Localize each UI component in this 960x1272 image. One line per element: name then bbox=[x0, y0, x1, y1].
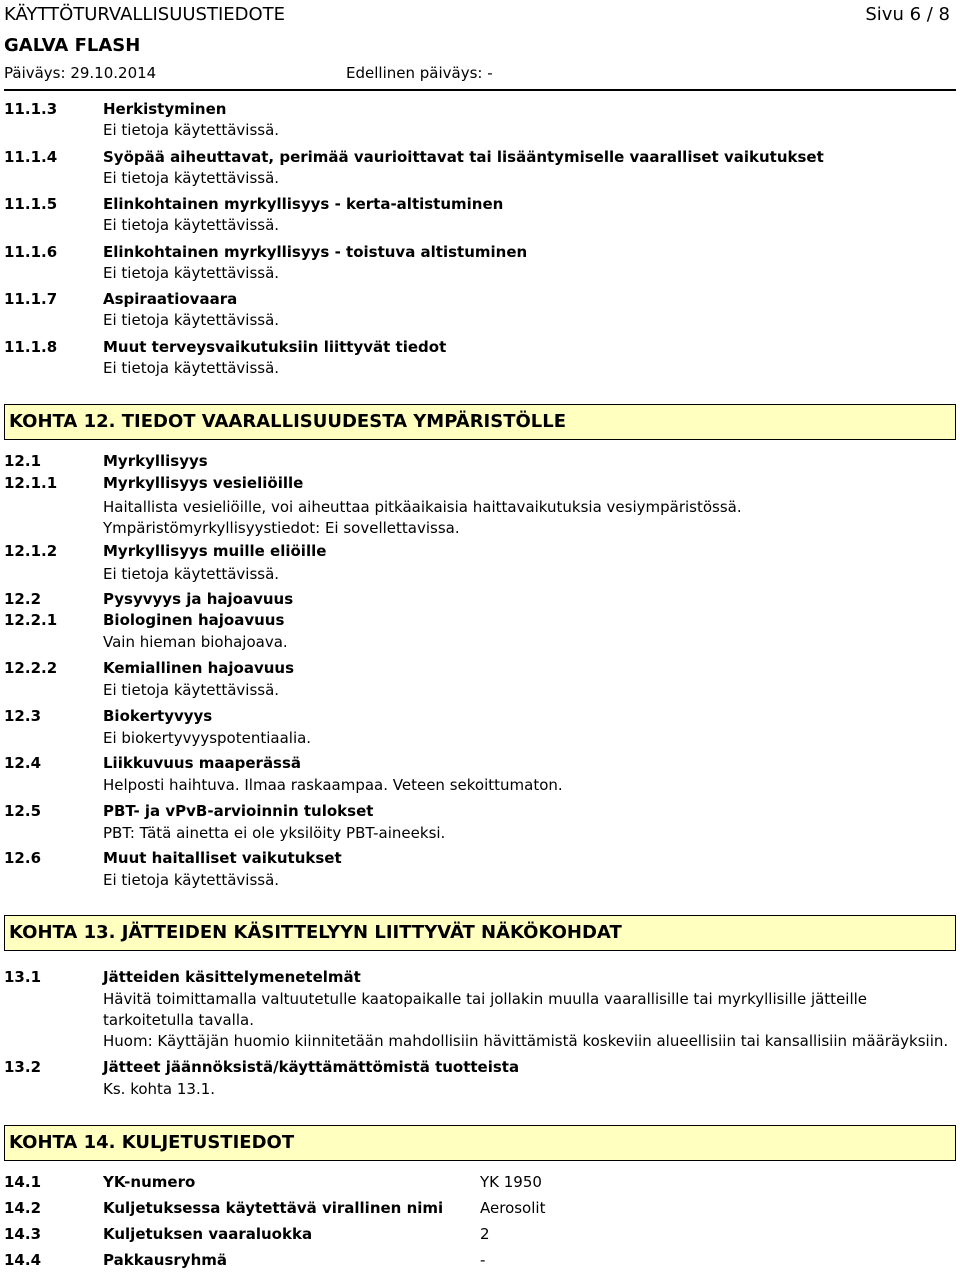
item-number: 14.1 bbox=[4, 1173, 42, 1191]
item-text: Huom: Käyttäjän huomio kiinnitetään mahdollisiin hävittämistä koskeviin alueellisiin tai kansallisiin määräyksiin. bbox=[103, 1032, 949, 1050]
item-text: Ei tietoja käytettävissä. bbox=[103, 871, 280, 889]
item-text: Ei tietoja käytettävissä. bbox=[103, 216, 280, 234]
item-title: YK-numero bbox=[103, 1173, 196, 1191]
item-number: 13.1 bbox=[4, 968, 42, 986]
item-number: 14.2 bbox=[4, 1199, 42, 1217]
item-text: Ei tietoja käytettävissä. bbox=[103, 121, 280, 139]
previous-date: Edellinen päiväys: - bbox=[346, 64, 493, 82]
document-title: KÄYTTÖTURVALLISUUSTIEDOTE bbox=[4, 4, 286, 25]
item-number: 12.2.2 bbox=[4, 659, 58, 677]
item-text: Ei tietoja käytettävissä. bbox=[103, 169, 280, 187]
item-text: Ei tietoja käytettävissä. bbox=[103, 681, 280, 699]
item-value: 2 bbox=[480, 1225, 490, 1243]
item-title: Biokertyvyys bbox=[103, 707, 213, 725]
item-title: Pakkausryhmä bbox=[103, 1251, 227, 1269]
item-number: 12.1.1 bbox=[4, 474, 58, 492]
product-name: GALVA FLASH bbox=[4, 35, 141, 56]
section-12-heading: KOHTA 12. TIEDOT VAARALLISUUDESTA YMPÄRISTÖLLE bbox=[4, 404, 956, 440]
item-title: PBT- ja vPvB-arvioinnin tulokset bbox=[103, 802, 374, 820]
item-text: Ei biokertyvyyspotentiaalia. bbox=[103, 729, 312, 747]
item-number: 11.1.8 bbox=[4, 338, 58, 356]
item-title: Myrkyllisyys bbox=[103, 452, 208, 470]
item-title: Muut haitalliset vaikutukset bbox=[103, 849, 342, 867]
page-number: Sivu 6 / 8 bbox=[865, 4, 950, 25]
item-number: 12.2 bbox=[4, 590, 42, 608]
item-title: Aspiraatiovaara bbox=[103, 290, 238, 308]
item-title: Syöpää aiheuttavat, perimää vaurioittavat tai lisääntymiselle vaaralliset vaikutukset bbox=[103, 148, 824, 166]
item-number: 12.5 bbox=[4, 802, 42, 820]
item-title: Myrkyllisyys muille eliöille bbox=[103, 542, 327, 560]
item-text: Ei tietoja käytettävissä. bbox=[103, 359, 280, 377]
item-number: 11.1.6 bbox=[4, 243, 58, 261]
item-title: Elinkohtainen myrkyllisyys - kerta-altistuminen bbox=[103, 195, 504, 213]
item-title: Kemiallinen hajoavuus bbox=[103, 659, 295, 677]
item-title: Liikkuvuus maaperässä bbox=[103, 754, 302, 772]
item-number: 12.3 bbox=[4, 707, 42, 725]
item-text: Haitallista vesieliöille, voi aiheuttaa pitkäaikaisia haittavaikutuksia vesiympäristössä. bbox=[103, 498, 742, 516]
item-value: - bbox=[480, 1251, 486, 1269]
section-14-heading: KOHTA 14. KULJETUSTIEDOT bbox=[4, 1125, 956, 1161]
item-title: Biologinen hajoavuus bbox=[103, 611, 285, 629]
item-title: Myrkyllisyys vesieliöille bbox=[103, 474, 304, 492]
item-value: Aerosolit bbox=[480, 1199, 546, 1217]
item-title: Jätteiden käsittelymenetelmät bbox=[103, 968, 361, 986]
item-text: Ei tietoja käytettävissä. bbox=[103, 565, 280, 583]
item-number: 11.1.3 bbox=[4, 100, 58, 118]
item-text: Ympäristömyrkyllisyystiedot: Ei sovellettavissa. bbox=[103, 519, 460, 537]
item-title: Muut terveysvaikutuksiin liittyvät tiedot bbox=[103, 338, 447, 356]
item-number: 11.1.7 bbox=[4, 290, 58, 308]
item-title: Kuljetuksen vaaraluokka bbox=[103, 1225, 313, 1243]
item-title: Pysyvyys ja hajoavuus bbox=[103, 590, 294, 608]
item-text: Ks. kohta 13.1. bbox=[103, 1080, 216, 1098]
item-text: PBT: Tätä ainetta ei ole yksilöity PBT-aineeksi. bbox=[103, 824, 446, 842]
item-title: Kuljetuksessa käytettävä virallinen nimi bbox=[103, 1199, 444, 1217]
item-title: Herkistyminen bbox=[103, 100, 227, 118]
item-number: 12.4 bbox=[4, 754, 42, 772]
header-divider bbox=[4, 89, 956, 91]
item-text: Helposti haihtuva. Ilmaa raskaampaa. Veteen sekoittumaton. bbox=[103, 776, 563, 794]
item-number: 12.1.2 bbox=[4, 542, 58, 560]
item-text: Ei tietoja käytettävissä. bbox=[103, 264, 280, 282]
section-13-heading: KOHTA 13. JÄTTEIDEN KÄSITTELYYN LIITTYVÄT NÄKÖKOHDAT bbox=[4, 915, 956, 951]
item-number: 12.1 bbox=[4, 452, 42, 470]
item-text: Vain hieman biohajoava. bbox=[103, 633, 288, 651]
item-number: 14.4 bbox=[4, 1251, 42, 1269]
item-value: YK 1950 bbox=[480, 1173, 542, 1191]
item-title: Jätteet jäännöksistä/käyttämättömistä tuotteista bbox=[103, 1058, 520, 1076]
item-number: 12.2.1 bbox=[4, 611, 58, 629]
item-number: 14.3 bbox=[4, 1225, 42, 1243]
item-title: Elinkohtainen myrkyllisyys - toistuva altistuminen bbox=[103, 243, 528, 261]
item-number: 12.6 bbox=[4, 849, 42, 867]
item-text: Hävitä toimittamalla valtuutetulle kaatopaikalle tai jollakin muulla vaarallisille tai myrkyllisille jätteille tarkoitetulla tavalla. bbox=[103, 990, 868, 1029]
item-text: Ei tietoja käytettävissä. bbox=[103, 311, 280, 329]
revision-date: Päiväys: 29.10.2014 bbox=[4, 64, 157, 82]
item-number: 11.1.4 bbox=[4, 148, 58, 166]
item-number: 11.1.5 bbox=[4, 195, 58, 213]
item-number: 13.2 bbox=[4, 1058, 42, 1076]
